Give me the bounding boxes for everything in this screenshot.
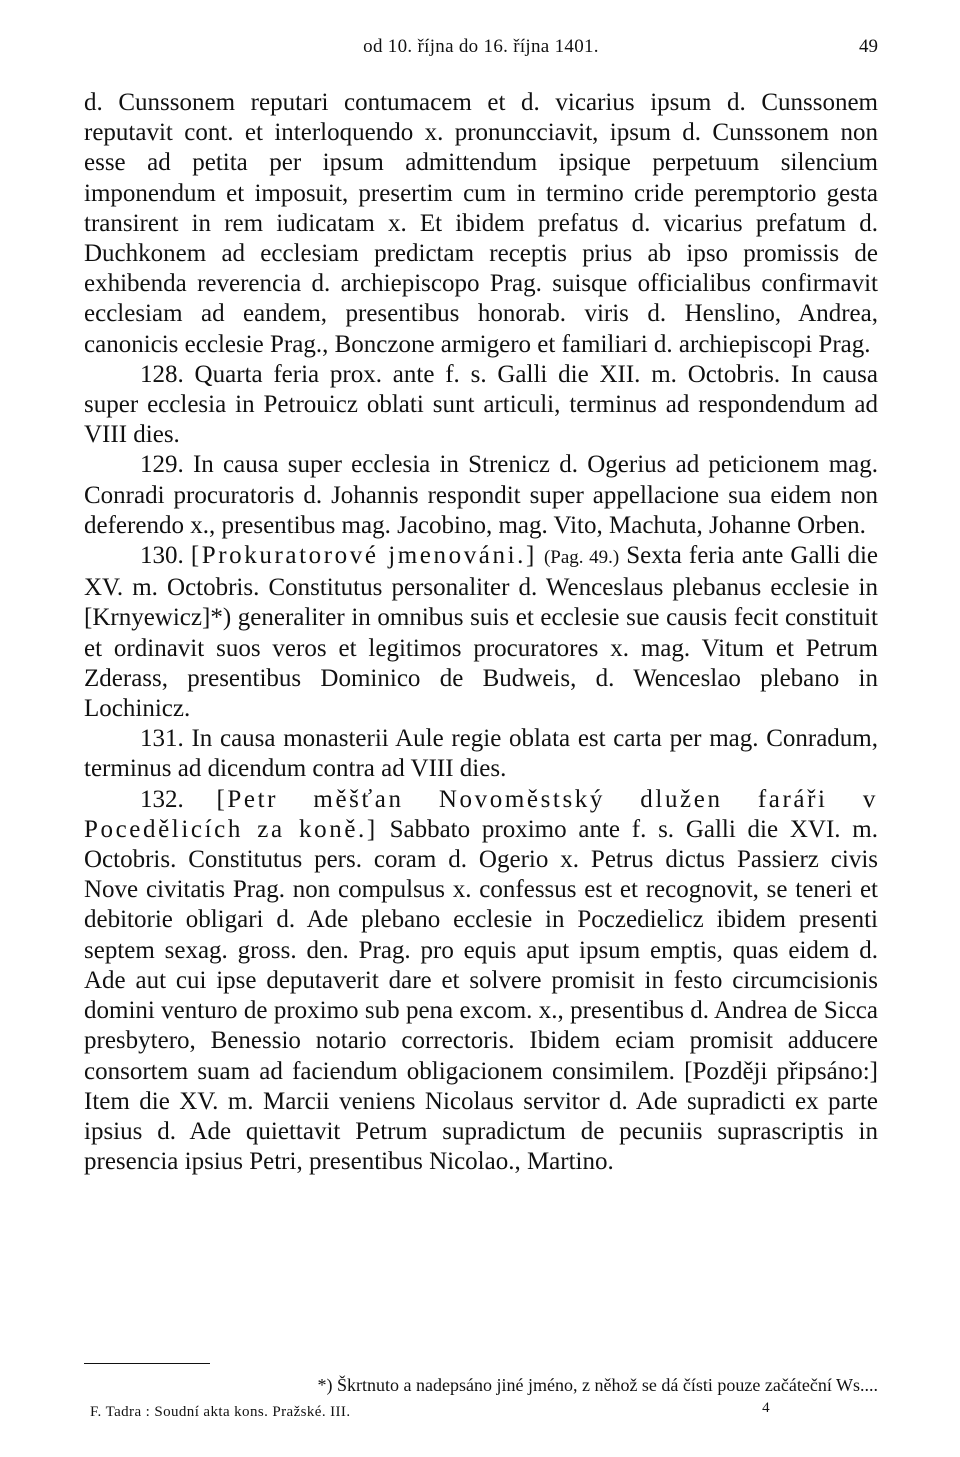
entry-130-number: 130. bbox=[140, 542, 184, 570]
entry-130-heading: [Prokuratorové jmenováni.] bbox=[190, 542, 537, 570]
running-title: od 10. října do 16. října 1401. bbox=[363, 36, 599, 57]
entry-128: 128. Quarta feria prox. ante f. s. Galli die XII. m. Octobris. In causa super ecclesia in Petrouicz oblati sunt articuli, terminus ad respondendum ad VIII dies. bbox=[84, 360, 878, 449]
entry-132 bbox=[84, 785, 878, 1178]
signature-text: F. Tadra : Soudní akta kons. Pražské. III. bbox=[90, 1404, 351, 1420]
sheet-number: 4 bbox=[762, 1400, 770, 1416]
entry-130-text: Sexta feria ante Galli die XV. m. Octobris. Constitutus personaliter d. Wenceslaus plebanus ecclesie in [Krnyewicz]*) generaliter in omnibus suis et ecclesie sue causis fecit constituit et ordinavit suos veros et legitimos procuratores x. mag. Vitum et Petrum Zderass, presentibus Dominico de Budweis, d. Wenceslao plebano in Lochinicz. bbox=[84, 542, 879, 723]
footnote: *) Škrtnuto a nadepsáno jiné jméno, z něhož se dá čísti pouze začáteční Ws.... bbox=[317, 1375, 878, 1395]
page-number: 49 bbox=[859, 36, 878, 57]
paragraph-continued: d. Cunssonem reputari contumacem et d. vicarius ipsum d. Cunssonem reputavit cont. et interloquendo x. pronuncciavit, ipsum d. Cunssonem non esse ad petita per ipsum admittendum ipsique perpetuum silencium imponendum et imposuit, presertim cum in termino cride peremptorio gesta transirent in rem iudicatam x. Et ibidem prefatus d. vicarius prefatum d. Duchkonem ad ecclesiam predictam receptis prius ab ipso promissis de exhibenda reverencia d. archiepiscopo Prag. suisque officialibus confirmavit ecclesiam ad eandem, presentibus honorab. viris d. Henslino, Andrea, canonicis ecclesie Prag., Bonczone armigero et familiari d. archiepiscopi Prag. bbox=[84, 89, 878, 358]
entry-132-number: 132. bbox=[140, 785, 184, 813]
entry-130 bbox=[84, 541, 878, 724]
page-header bbox=[84, 36, 878, 66]
document-body bbox=[84, 88, 878, 1177]
footnote-rule bbox=[84, 1363, 210, 1364]
entry-130-pagination: (Pag. 49.) bbox=[543, 547, 620, 569]
entry-131: 131. In causa monasterii Aule regie oblata est carta per mag. Conradum, terminus ad dicendum contra ad VIII dies. bbox=[84, 725, 878, 783]
entry-132-text: Sabbato proximo ante f. s. Galli die XVI. m. Octobris. Constitutus pers. coram d. Ogerio x. Petrus dictus Passierz civis Nove civitatis Prag. non compulsus x. confessus est et recognovit, se teneri et debitorie obligari d. Ade plebano ecclesie in Poczedielicz ibidem presenti septem sexag. gross. den. Prag. pro equis aput ipsum emptis, quas eidem d. Ade aut cui ipse deputaverit dare et solvere promisit in festo circumcisionis domini venturo de proximo sub pena excom. x., presentibus d. Andrea de Sicca presbytero, Benessio notario correctoris. Ibidem eciam promisit adducere consortem suam ad faciendum obligacionem consimilem. [Později připsáno:] Item die XV. m. Marcii veniens Nicolaus servitor d. Ade supradicti ex parte ipsius d. Ade quiettavit Petrum supradictum de pecuniis suprascriptis in presencia ipsius Petri, presentibus Nicolao., Martino. bbox=[84, 815, 878, 1176]
entry-129: 129. In causa super ecclesia in Strenicz d. Ogerius ad peticionem mag. Conradi procuratoris d. Johannis respondit super appellacione sua eidem non deferendo x., presentibus mag. Jacobino, mag. Vito, Machuta, Johanne Orben. bbox=[84, 451, 878, 539]
entry-132-heading: [Petr měšťan Novoměstský dlužen faráři v Pocedělicích za koně.] bbox=[84, 785, 879, 843]
